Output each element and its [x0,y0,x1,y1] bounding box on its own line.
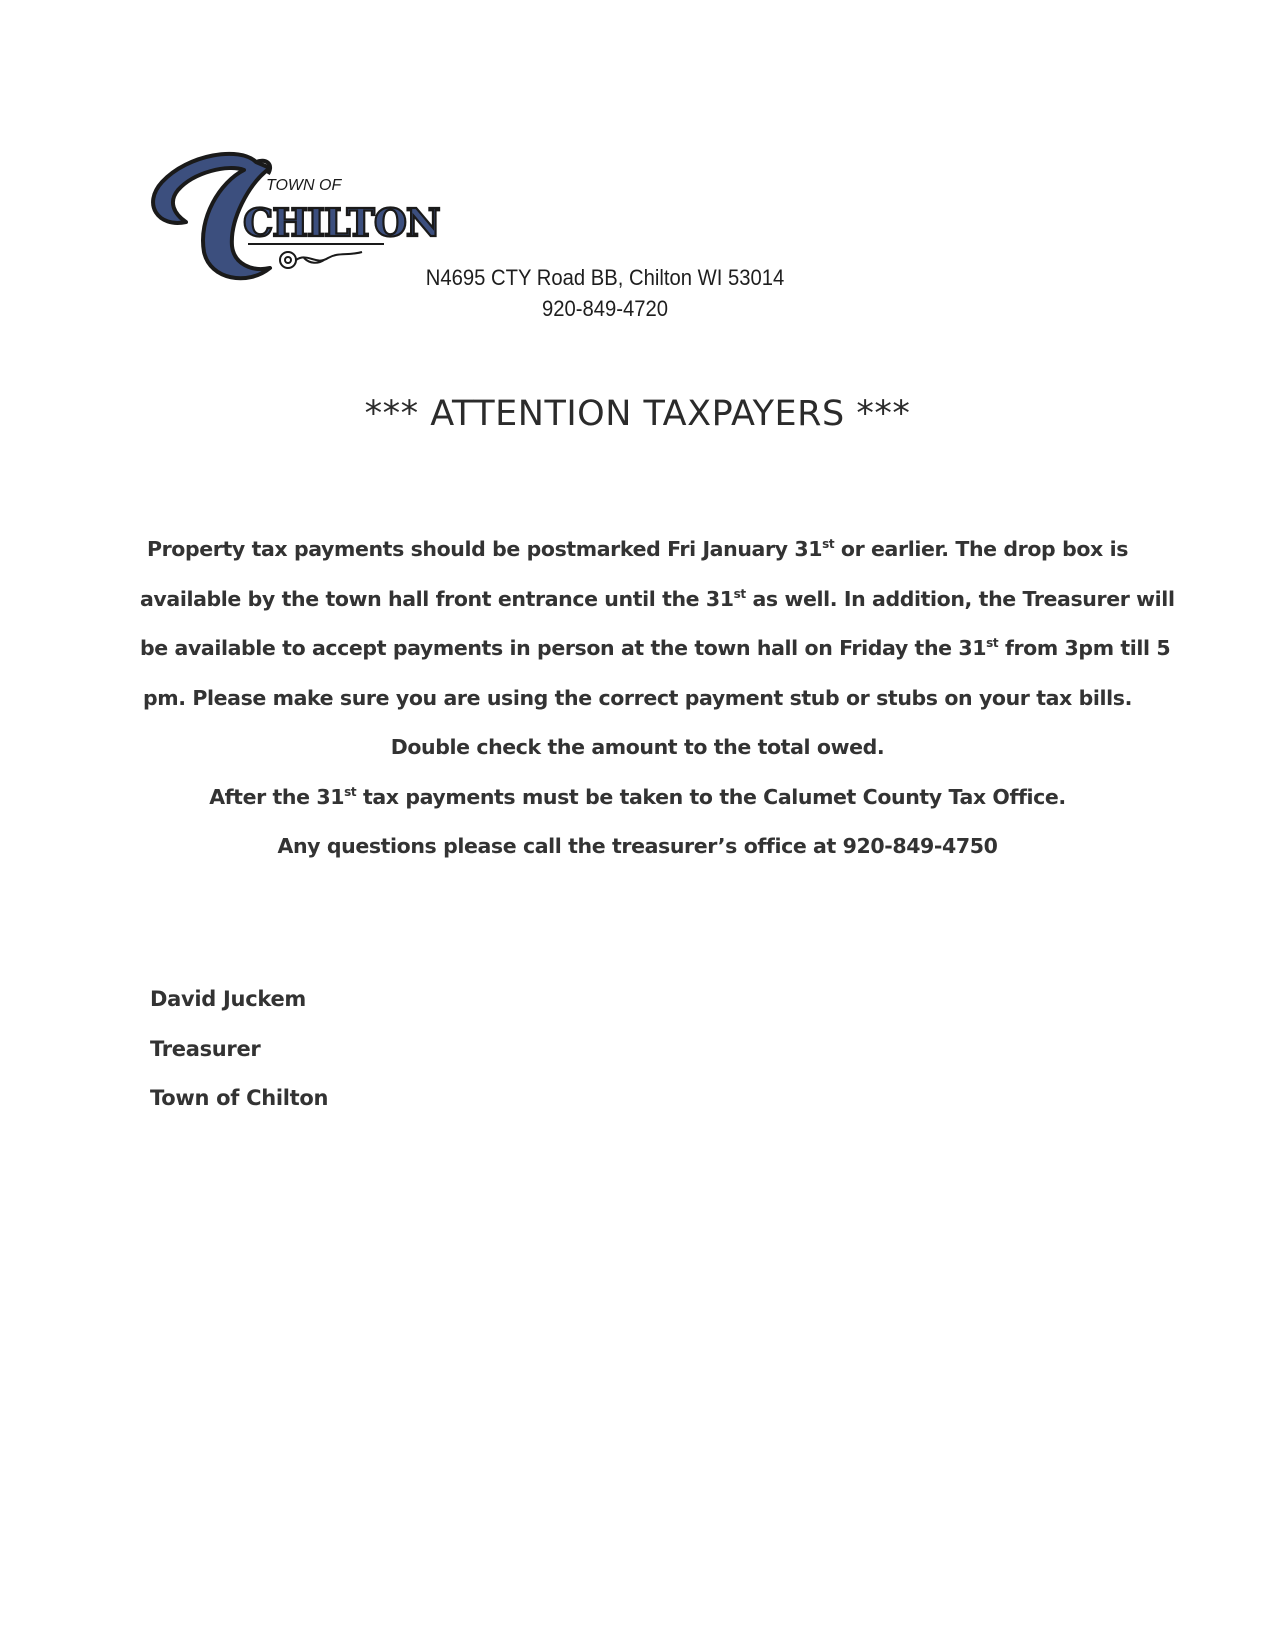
flourish-ornament [280,252,362,268]
logo-chilton-text: CHILTON [243,200,440,245]
body-line-6: After the 31st tax payments must be taken to the Calumet County Tax Office. [209,784,1066,809]
body-line-2: available by the town hall front entrance until the 31st as well. In addition, the Treasurer will [140,586,1175,611]
page-title: *** ATTENTION TAXPAYERS *** [364,394,911,434]
body-line-3: be available to accept payments in person at the town hall on Friday the 31st from 3pm till 5 [140,636,1171,660]
phone-number: 920-849-4720 [541,296,669,321]
body-line-7: Any questions please call the treasurer’s office at 920-849-4750 [277,834,998,858]
notice-body [140,525,1175,872]
signer-organization: Town of Chilton [150,1086,329,1110]
signature-block [150,975,328,1124]
town-of-chilton-logo [148,148,440,288]
body-line-4: pm. Please make sure you are using the correct payment stub or stubs on your tax bills. [143,685,1132,710]
logo-town-of-text: TOWN OF [266,177,342,194]
signer-name: David Juckem [150,987,306,1011]
street-address: N4695 CTY Road BB, Chilton WI 53014 [425,265,785,290]
signer-title: Treasurer [150,1036,261,1061]
body-line-5: Double check the amount to the total owed. [390,735,885,759]
body-line-1: Property tax payments should be postmarked Fri January 31st or earlier. The drop box is [146,537,1129,561]
address-block [398,262,812,324]
